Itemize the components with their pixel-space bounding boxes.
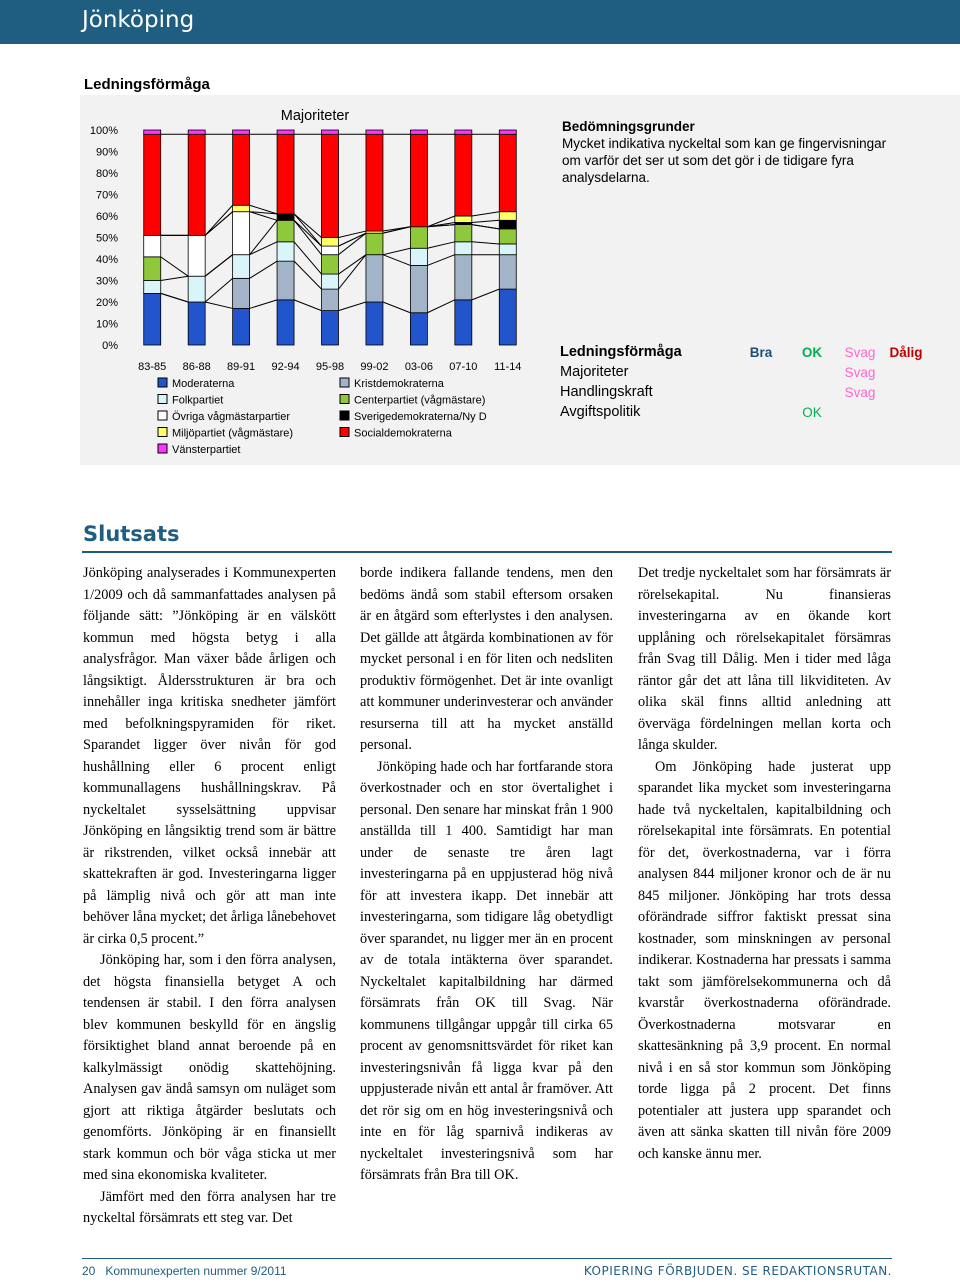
bar-segment [322, 255, 339, 274]
bar-segment [144, 281, 161, 294]
rating-row [560, 362, 929, 382]
connector-line [383, 248, 410, 254]
connector-line [427, 300, 454, 313]
connector-line [472, 220, 499, 222]
bar-segment [277, 130, 294, 134]
text-column-1 [83, 563, 336, 1230]
bar-segment [455, 216, 472, 222]
y-tick-label: 30% [95, 275, 118, 288]
y-tick-label: 0% [102, 340, 118, 352]
bar-segment [322, 246, 339, 255]
bar-segment [144, 130, 161, 134]
bar-segment [410, 134, 427, 226]
connector-line [205, 278, 232, 302]
legend-swatch [340, 411, 349, 420]
legend-label: Kristdemokraterna [354, 378, 444, 390]
bar-segment [410, 130, 427, 134]
rating-row [560, 402, 929, 422]
criteria-box [562, 118, 902, 186]
bar-segment [322, 289, 339, 311]
footer-page-info: 20 Kommunexperten nummer 9/2011 [82, 1264, 287, 1278]
criteria-title: Bedömningsgrunder [562, 119, 695, 134]
bar-segment [455, 225, 472, 242]
paragraph: Jönköping analyserades i Kommunexperten 1/2009 och då sammanfattades analysen på följande sätt: ”Jönköping är en välskött kommun med högsta betyg i alla analysfrågor. Man växer både årligen och långsiktigt. Åldersstrukturen är bra och innehåller inga kritiska snedheter jämfört med befolkningspyramiden för riket. Sparandet ligger över nivån för god hushållning eller 6 procent enligt kommunallagens hushållningskrav. På nyckeltalet sysselsättning uppvisar Jönköping en långsiktig trend som är bättre är rikstrenden, vilket också innebär att skattekraften är god. Investeringarna ligger på lämplig nivå och gör att man inte behöver låna mycket; det årliga lånebehovet är cirka 0,5 procent.” [83, 565, 336, 947]
legend-swatch [158, 428, 167, 437]
bar-segment [499, 212, 516, 221]
bar-segment [410, 265, 427, 312]
bar-segment [499, 255, 516, 289]
paragraph: Jönköping har, som i den förra analysen, det högsta finansiella betyget A och tendensen är stabil. I den förra analysen blev kommunen beskylld för en ängslig försiktighet bland annat beroende på en kalkylmässigt onödig skattehöjning. Analysen gav ändå samsyn om nuläget som gjort att riktiga åtgärder beslutats och genomförts. Jönköping är en finansiellt stark kommun och bör våga sticka ut mer med sina ekonomiska kvaliteter. [83, 952, 336, 1183]
x-tick-label: 86-88 [182, 361, 211, 373]
x-tick-label: 83-85 [138, 361, 167, 373]
bar-segment [233, 134, 250, 205]
rating-row-value: Svag [844, 364, 876, 380]
bar-segment [322, 130, 339, 134]
legend-swatch [158, 411, 167, 420]
bar-segment [499, 229, 516, 244]
legend-label: Sverigedemokraterna/Ny D [354, 411, 487, 423]
bar-segment [277, 242, 294, 261]
y-tick-label: 10% [95, 318, 118, 331]
rating-col-ok: OK [801, 344, 823, 360]
bar-segment [366, 302, 383, 345]
legend-swatch [158, 395, 167, 404]
rating-row-name: Avgiftspolitik [560, 404, 641, 420]
footer-divider [82, 1258, 892, 1259]
rating-table [560, 342, 929, 422]
connector-line [427, 242, 454, 248]
x-tick-label: 92-94 [271, 361, 300, 373]
footer-copyright: KOPIERING FÖRBJUDEN. SE REDAKTIONSRUTAN. [583, 1264, 892, 1278]
page-title: Jönköping [82, 7, 195, 33]
paragraph: Jönköping hade och har fortfarande stora överkostnader och en stor övertalighet i personal. Den senare har minskat från 1 900 anställda till 1 400. Samtidigt har man under de senaste tre åren lagt investeringarna på en uppjusterad hög nivå för att investera ikapp. Det innebär att investeringarna, som tidigare låg obetydligt över sparandet, nu ligger mer än en procent av de totala intäkterna över sparandet. Nyckeltalet kapitalbildning har därmed försämrats från OK till Svag. När kommunens tillgångar uppgår till cirka 65 procent av genomsnittsvärdet för riket kan investeringsnivån få ligga kvar på den uppjusterade nivån ett antal år framöver. Att det rör sig om en hög investeringsnivå och inte en för låg sparnivå indikeras av nyckeltalet investeringsnivå som har försämrats från Bra till OK. [360, 758, 613, 1183]
legend-swatch [158, 444, 167, 453]
connector-line [294, 242, 321, 274]
rating-row [560, 382, 929, 402]
bar-segment [455, 242, 472, 255]
legend-swatch [340, 395, 349, 404]
bar-segment [322, 274, 339, 289]
connector-line [205, 212, 232, 236]
connector-line [472, 242, 499, 244]
criteria-text: Mycket indikativa nyckeltal som kan ge fingervisningar om varför det ser ut som det gör i de tidigare fyra analysdelarna. [562, 136, 887, 185]
bar-segment [322, 311, 339, 345]
x-tick-label: 99-02 [360, 361, 389, 373]
bar-segment [144, 235, 161, 257]
connector-line [250, 300, 277, 309]
connector-line [205, 255, 232, 277]
bar-segment [144, 293, 161, 345]
section-divider [82, 551, 892, 553]
text-column-2 [360, 563, 613, 1187]
connector-line [472, 225, 499, 229]
legend-swatch [340, 428, 349, 437]
bar-segment [188, 302, 205, 345]
rating-row-value: Svag [844, 384, 876, 400]
bar-segment [322, 134, 339, 237]
connector-line [472, 289, 499, 300]
connector-line [294, 261, 321, 289]
y-tick-label: 100% [89, 125, 118, 137]
connector-line [383, 255, 410, 266]
bar-segment [233, 205, 250, 211]
bar-segment [233, 308, 250, 345]
bar-segment [277, 261, 294, 300]
connector-line [250, 261, 277, 278]
rating-row-name: Handlingskraft [560, 384, 653, 400]
legend-label: Vänsterpartiet [172, 444, 241, 456]
bar-segment [366, 255, 383, 302]
x-tick-label: 03-06 [404, 361, 433, 373]
rating-row-value: OK [802, 404, 822, 420]
connector-line [339, 255, 366, 289]
bar-segment [366, 130, 383, 134]
legend-swatch [340, 378, 349, 387]
legend-label: Folkpartiet [172, 394, 224, 407]
connector-line [294, 300, 321, 311]
connector-line [294, 214, 321, 246]
text-column-3 [638, 563, 891, 1165]
legend-label: Moderaterna [172, 378, 235, 390]
bar-segment [366, 233, 383, 255]
connector-line [161, 293, 188, 302]
x-tick-label: 95-98 [315, 361, 345, 373]
paragraph: Det tredje nyckeltalet som har försämrats är rörelsekapital. Nu finansieras investeringarna av en ökande kort upplåning och rörelsekapitalet försämras från Svag till Dålig. Men i tider med låga räntor går det att låna till likviditeten. Av olika skäl finns alltid anledning att överväga fördelningen mellan korta och långa skulder. [638, 565, 891, 753]
y-tick-label: 20% [95, 297, 118, 309]
stacked-bar-chart [80, 95, 550, 465]
conclusion-heading: Slutsats [83, 522, 180, 546]
bar-segment [499, 134, 516, 211]
bar-segment [410, 248, 427, 265]
paragraph: Om Jönköping hade justerat upp sparandet lika mycket som investeringarna hade två nyckeltalen, kapitalbildning och rörelsekapital inte försämrats. En potential för det, överkostnaderna, var i förra analysen 844 miljoner kronor och de är nu 845 miljoner. Jönköping har trots dessa oförändrade siffror faktiskt pressat sina kostnader, som minskningen av personal indikerar. Kostnaderna har pressats i samma takt som jämförelsekommunerna och då kvarstår överkostnaderna oförändrade. Överkostnaderna motsvarar en skattesänkning på 3,9 procent. En normal nivå i en så stor kommun som Jönköping torde ligga på 2 procent. Det finns potentialer att justera upp sparandet och även att sänka skatten till nivån före 2009 och kanske ännu mer. [638, 758, 891, 1162]
bar-segment [499, 244, 516, 255]
bar-segment [277, 134, 294, 214]
connector-line [383, 302, 410, 313]
chart-title: Majoriteter [280, 108, 350, 124]
bar-segment [277, 300, 294, 345]
connector-line [161, 257, 188, 276]
x-tick-label: 07-10 [449, 361, 478, 373]
bar-segment [188, 130, 205, 134]
bar-segment [455, 255, 472, 300]
y-tick-label: 40% [95, 254, 118, 266]
bar-segment [277, 214, 294, 220]
connector-line [250, 220, 277, 254]
bar-segment [499, 289, 516, 345]
rating-col-svag: Svag [844, 344, 876, 360]
bar-segment [410, 313, 427, 345]
bar-segment [233, 278, 250, 308]
paragraph: borde indikera fallande tendens, men den bedöms ändå som stabil eftersom orsaken är en åtgärd som efterlystes i den analysen. Det gällde att åtgärda kombinationen av för mycket personal i en för liten och nedsliten produktiv förmögenhet. Det är inte ovanligt att kommuner underinvesterar och använder resurserna till att ha mycket anställd personal. [360, 565, 613, 753]
y-tick-label: 70% [95, 189, 118, 202]
bar-segment [499, 130, 516, 134]
connector-line [472, 212, 499, 216]
connector-line [205, 302, 232, 308]
legend-swatch [158, 378, 167, 387]
x-tick-label: 11-14 [494, 361, 522, 373]
connector-line [250, 242, 277, 255]
bar-segment [366, 134, 383, 231]
legend-label: Socialdemokraterna [354, 427, 452, 440]
bar-segment [455, 130, 472, 134]
rating-header-row [560, 342, 929, 362]
rating-col-bra: Bra [749, 344, 773, 360]
rating-row-name: Majoriteter [560, 364, 629, 380]
bar-segment [144, 134, 161, 235]
section-label: Ledningsförmåga [84, 76, 210, 93]
bar-segment [144, 257, 161, 281]
connector-line [294, 220, 321, 246]
bar-segment [188, 276, 205, 302]
header-banner [0, 0, 960, 44]
bar-segment [233, 255, 250, 279]
y-tick-label: 80% [95, 168, 118, 180]
legend-label: Centerpartiet (vågmästare) [354, 394, 486, 407]
bar-segment [188, 235, 205, 276]
paragraph: Jämfört med den förra analysen har tre nyckeltal försämrats ett steg var. Det [83, 1188, 336, 1226]
connector-line [205, 205, 232, 235]
y-tick-label: 60% [95, 211, 118, 223]
connector-line [339, 302, 366, 311]
bar-segment [277, 220, 294, 242]
bar-segment [188, 134, 205, 235]
legend-label: Miljöpartiet (vågmästare) [172, 427, 294, 440]
bar-segment [233, 130, 250, 134]
bar-segment [499, 220, 516, 229]
y-tick-label: 50% [95, 232, 118, 245]
y-tick-label: 90% [95, 146, 118, 159]
rating-title: Ledningsförmåga [560, 344, 682, 360]
bar-segment [455, 300, 472, 345]
x-tick-label: 89-91 [227, 361, 256, 373]
bar-segment [455, 134, 472, 216]
bar-segment [322, 238, 339, 247]
rating-col-dalig: Dålig [889, 344, 923, 360]
bar-segment [410, 227, 427, 249]
legend-label: Övriga vågmästarpartier [172, 411, 290, 423]
connector-line [427, 255, 454, 266]
connector-line [161, 276, 188, 280]
bar-segment [233, 212, 250, 255]
